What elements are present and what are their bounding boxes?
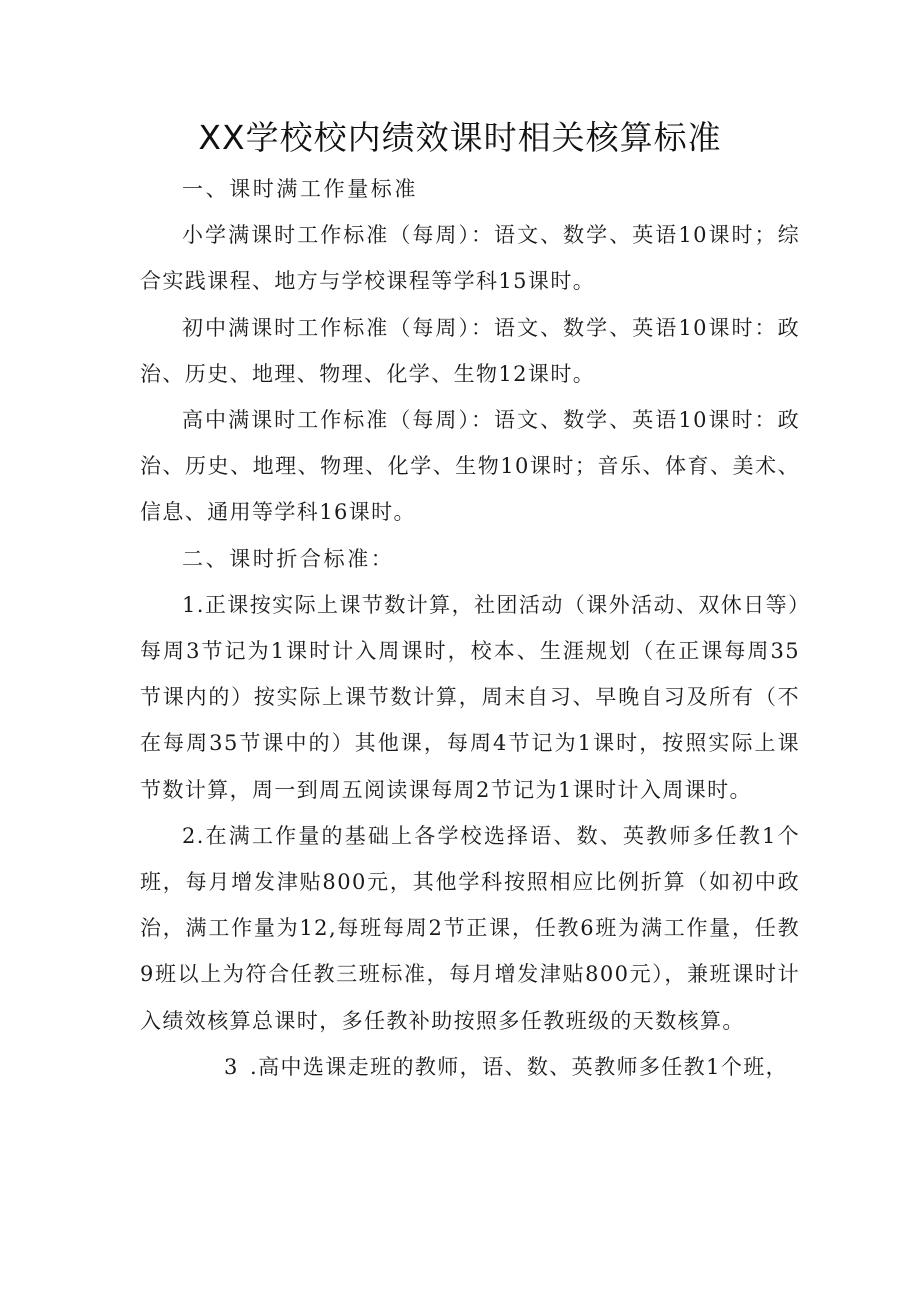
paragraph-junior-standard: 初中满课时工作标准（每周）：语文、数学、英语10课时：政治、历史、地理、物理、化学、生物12课时。 (140, 315, 800, 386)
section-heading-workload: 一、课时满工作量标准 (182, 177, 418, 201)
document-title: XX学校校内绩效课时相关核算标准 (198, 118, 722, 157)
item-3-text: .高中选课走班的教师，语、数、英教师多任教1个班， (250, 1054, 789, 1079)
section-heading-conversion: 二、课时折合标准： (182, 546, 395, 571)
paragraph-item-3 (140, 1044, 800, 1090)
paragraph-senior-standard: 高中满课时工作标准（每周）：语文、数学、英语10课时：政治、历史、地理、物理、化学、生物10课时；音乐、体育、美术、信息、通用等学科16课时。 (140, 408, 800, 525)
document-body (140, 166, 800, 1090)
item-3-number: 3 (224, 1054, 239, 1079)
paragraph-item-1: 1.正课按实际上课节数计算，社团活动（课外活动、双休日等）每周3节记为1课时计入周课时，校本、生涯规划（在正课每周35节课内的）按实际上课节数计算，周末自习、早晚自习及所有（不在每周35节课中的）其他课，每周4节记为1课时，按照实际上课节数计算，周一到周五阅读课每周2节记为1课时计入周课时。 (140, 592, 800, 802)
paragraph-primary-standard: 小学满课时工作标准（每周）：语文、数学、英语10课时；综合实践课程、地方与学校课程等学科15课时。 (140, 223, 800, 294)
paragraph-item-2: 2.在满工作量的基础上各学校选择语、数、英教师多任教1个班，每月增发津贴800元，其他学科按照相应比例折算（如初中政治，满工作量为12,每班每周2节正课，任教6班为满工作量，任教9班以上为符合任教三班标准，每月增发津贴800元），兼班课时计入绩效核算总课时，多任教补助按照多任教班级的天数核算。 (140, 823, 800, 1033)
